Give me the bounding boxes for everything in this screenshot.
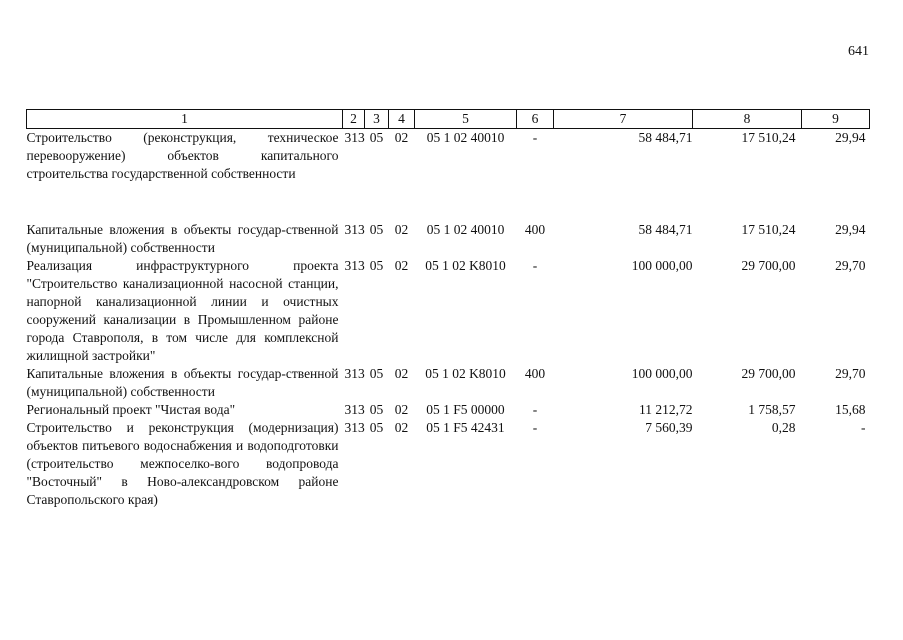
table-row (27, 365, 870, 401)
col-header-7: 7 (554, 110, 693, 129)
spacer-row (27, 183, 870, 221)
cell-c7: 11 212,72 (639, 402, 693, 417)
table-row (27, 129, 870, 184)
cell-c2: 313 (344, 402, 365, 417)
cell-c2: 313 (344, 366, 365, 381)
cell-c6: 400 (524, 222, 546, 237)
cell-c7: 100 000,00 (631, 366, 693, 381)
col-header-3: 3 (365, 110, 389, 129)
cell-c2: 313 (344, 222, 365, 237)
col-header-1: 1 (27, 110, 343, 129)
cell-c9: 29,94 (835, 130, 866, 145)
table-row (27, 257, 870, 365)
row-name: Региональный проект "Чистая вода" (26, 402, 236, 417)
cell-c9: 15,68 (835, 402, 866, 417)
cell-c3: 05 (369, 402, 384, 417)
cell-c6: - (532, 130, 538, 145)
cell-c5: 05 1 02 40010 (426, 130, 505, 145)
cell-c3: 05 (369, 222, 384, 237)
cell-c4: 02 (394, 130, 409, 145)
cell-c8: 17 510,24 (741, 130, 796, 145)
page-number: 641 (848, 44, 869, 59)
cell-c8: 29 700,00 (741, 258, 796, 273)
col-header-5: 5 (415, 110, 517, 129)
cell-c5: 05 1 F5 42431 (426, 420, 505, 435)
table-row (27, 221, 870, 257)
table-row (27, 401, 870, 419)
col-header-4: 4 (389, 110, 415, 129)
cell-c5: 05 1 F5 00000 (426, 402, 505, 417)
budget-table (26, 109, 870, 509)
cell-c9: 29,94 (835, 222, 866, 237)
col-header-8: 8 (693, 110, 802, 129)
cell-c6: - (532, 258, 538, 273)
cell-c9: 29,70 (835, 258, 866, 273)
cell-c2: 313 (344, 420, 365, 435)
cell-c7: 58 484,71 (638, 222, 693, 237)
cell-c3: 05 (369, 420, 384, 435)
cell-c5: 05 1 02 K8010 (425, 258, 506, 273)
cell-c5: 05 1 02 K8010 (425, 366, 506, 381)
cell-c4: 02 (394, 222, 409, 237)
cell-c4: 02 (394, 366, 409, 381)
cell-c4: 02 (394, 402, 409, 417)
col-header-9: 9 (802, 110, 870, 129)
cell-c7: 7 560,39 (645, 420, 693, 435)
cell-c6: - (532, 420, 538, 435)
row-name: Капитальные вложения в объекты государ-ственной (муниципальной) собственности (26, 222, 339, 255)
cell-c6: - (532, 402, 538, 417)
cell-c8: 0,28 (771, 420, 796, 435)
cell-c3: 05 (369, 130, 384, 145)
cell-c4: 02 (394, 420, 409, 435)
cell-c3: 05 (369, 366, 384, 381)
cell-c8: 29 700,00 (741, 366, 796, 381)
row-name: Строительство и реконструкция (модернизация) объектов питьевого водоснабжения и водоподготовки (строительство межпоселко-вого водопровода "Восточный" в Ново-александровском районе Ставропольского края) (26, 420, 339, 507)
cell-c8: 1 758,57 (748, 402, 796, 417)
cell-c7: 100 000,00 (631, 258, 693, 273)
cell-c3: 05 (369, 258, 384, 273)
cell-c6: 400 (524, 366, 546, 381)
cell-c4: 02 (394, 258, 409, 273)
header-row (27, 110, 870, 129)
table-row (27, 419, 870, 509)
cell-c9: - (861, 420, 866, 435)
col-header-2: 2 (343, 110, 365, 129)
cell-c7: 58 484,71 (638, 130, 693, 145)
cell-c8: 17 510,24 (741, 222, 796, 237)
cell-c2: 313 (344, 130, 365, 145)
row-name: Строительство (реконструкция, техническое перевооружение) объектов капитального строительства государственной собственности (26, 130, 339, 181)
col-header-6: 6 (517, 110, 554, 129)
row-name: Капитальные вложения в объекты государ-ственной (муниципальной) собственности (26, 366, 339, 399)
cell-c5: 05 1 02 40010 (426, 222, 505, 237)
cell-c9: 29,70 (835, 366, 866, 381)
row-name: Реализация инфраструктурного проекта "Строительство канализационной насосной станции, напорной канализационной линии и очистных сооружений канализации в Промышленном районе города Ставрополя, в том числе для комплексной жилищной застройки" (26, 258, 339, 363)
cell-c2: 313 (344, 258, 365, 273)
